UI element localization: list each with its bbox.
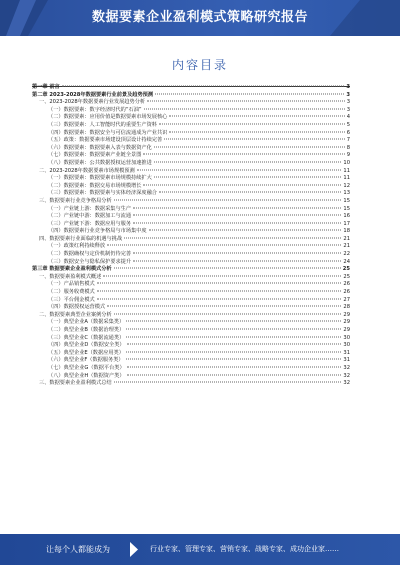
toc-entry[interactable] [32,319,350,327]
toc-leader-dots [164,139,345,140]
toc-entry-title: 二、数据要素典型企业案例分析 [39,311,112,318]
toc-entry-title: （五）典型企业E（数据应用类） [48,349,124,356]
toc-entry-page: 29 [343,327,350,333]
toc-entry-page: 15 [343,197,350,204]
toc-entry-page: 32 [343,380,350,387]
toc-entry-page: 13 [343,190,350,197]
toc-entry-title: （二）典型企业B（数据治理类） [48,327,125,333]
toc-leader-dots [149,230,342,231]
toc-leader-dots [114,382,342,383]
toc-entry-page: 7 [346,137,350,144]
toc-entry-title: （七）典型企业G（数据平台类） [48,364,125,371]
toc-leader-dots [126,351,341,352]
toc-entry-page: 3 [346,91,350,98]
footer-slogan-right: 行业专家、管理专家、营销专家、战略专家、成功企业家…… [150,545,339,553]
toc-entry[interactable] [32,289,350,297]
toc-entry[interactable] [32,175,350,183]
toc-entry-page: 25 [343,273,350,280]
toc-leader-dots [144,108,345,109]
toc-leader-dots [147,101,345,102]
toc-leader-dots [133,222,341,223]
toc-entry[interactable] [32,152,350,160]
toc-leader-dots [126,329,341,330]
toc-leader-dots [114,199,342,200]
toc-leader-dots [107,306,341,307]
toc-leader-dots [103,275,341,276]
toc-entry-title: （一）政策红利持续释放 [48,243,106,250]
toc-entry-page: 21 [343,243,350,250]
toc-leader-dots [62,86,345,87]
toc-entry-page: 5 [346,121,350,128]
toc-entry-page: 32 [343,364,350,371]
toc-entry-page: 26 [343,289,350,296]
toc-entry-title: （一）数据要素：数字经济时代的“石油” [48,106,142,113]
toc-entry-page: 3 [346,99,350,106]
toc-entry-page: 9 [346,152,350,159]
toc-entry-title: （一）产品销售模式 [48,281,95,288]
report-title: 数据要素企业盈利模式策略研究报告 [91,10,308,25]
toc-leader-dots [143,184,341,185]
toc-leader-dots [154,146,345,147]
toc-entry[interactable] [32,342,350,350]
toc-entry-title: （二）服务收费模式 [48,289,95,296]
toc-leader-dots [97,283,342,284]
toc-entry-title: （四）数据要素：数据安全与可信流通成为产业共识 [48,129,168,136]
toc-entry[interactable] [32,304,350,312]
toc-entry-page: 31 [343,349,350,356]
toc-entry[interactable] [32,137,350,145]
toc-entry[interactable] [32,327,350,335]
toc-leader-dots [169,131,344,132]
toc-entry[interactable] [32,266,350,274]
toc-entry-page: 24 [343,258,350,265]
toc-entry[interactable] [32,190,350,198]
toc-entry[interactable] [32,160,350,168]
header-banner [0,0,400,36]
toc-leader-dots [154,177,342,178]
toc-entry-page: 3 [346,106,350,113]
toc-entry[interactable] [32,198,350,206]
toc-leader-dots [154,161,342,162]
toc-entry[interactable] [32,243,350,251]
toc-entry[interactable] [32,206,350,214]
toc-entry-page: 17 [343,220,350,227]
toc-entry[interactable] [32,168,350,176]
toc-leader-dots [124,237,341,238]
footer-slogan-left: 让每个人都能成为 [46,545,110,554]
toc-leader-dots [114,313,342,314]
toc-entry-page: 12 [343,182,350,189]
toc-leader-dots [133,253,341,254]
toc-entry-page: 15 [343,205,350,212]
toc-entry-page: 10 [343,159,350,166]
toc-entry-page: 29 [343,319,350,326]
toc-entry-title: （八）典型企业H（数据资产类） [48,372,125,379]
toc-entry-page: 25 [342,266,350,273]
toc-entry[interactable] [32,365,350,373]
toc-entry[interactable] [32,213,350,221]
toc-entry-title: （四）典型企业D（数据安全类） [48,342,125,349]
toc-entry[interactable] [32,122,350,130]
toc-entry-page: 28 [343,304,350,311]
toc-entry-page: 31 [343,357,350,364]
toc-entry[interactable] [32,84,350,92]
toc-entry-title: （四）数据授权运营模式 [48,304,106,311]
toc-leader-dots [137,169,342,170]
toc-entry-title: 第一章 前言 [32,84,60,90]
toc-entry[interactable] [32,380,350,388]
toc-entry-title: （三）数据要素：人工智能时代的重要生产资料 [48,121,157,128]
toc-entry[interactable] [32,228,350,236]
toc-entry-title: （六）数据要素：数据要素入表与数据资产化 [48,144,152,151]
toc-leader-dots [114,268,341,269]
toc-entry-title: （八）数据要素：公共数据授权运营加速推进 [48,159,152,166]
toc-entry-page: 27 [343,296,350,303]
toc-entry-title: （三）典型企业C（数据流通类） [48,334,125,341]
toc-leader-dots [133,260,341,261]
toc-entry-page: 26 [343,281,350,288]
toc-leader-dots [126,336,341,337]
toc-entry-title: （四）数据要素行业竞争格局与市场集中度 [48,228,147,235]
toc-entry-title: 一、2023-2028年数据要素行业发展趋势分析 [39,99,146,106]
toc-heading: 内容目录 [171,58,228,72]
toc-entry-page: 22 [343,251,350,258]
toc-entry-page: 3 [346,84,350,90]
toc-entry-page: 4 [346,114,350,121]
toc-leader-dots [97,298,342,299]
toc-entry-title: （三）数据安全与隐私保护要求提升 [48,258,132,265]
toc-entry-title: （二）产业链中游：数据加工与流通 [48,213,132,220]
toc-entry-title: （二）数据确权与定价机制仍待完善 [48,251,132,258]
toc-entry-page: 18 [343,228,350,235]
toc-entry-title: （三）数据要素：数据要素与实体经济深度融合 [48,190,157,197]
toc-entry-title: 三、数据要素行业竞争格局分析 [39,197,112,204]
toc-leader-dots [169,116,344,117]
toc-entry-title: （二）数据要素：应用价值是数据要素市场发展核心 [48,114,168,121]
toc-entry-title: （一）数据要素：数据要素市场规模持续扩大 [48,175,152,182]
toc-entry-title: （三）产业链下游：数据应用与服务 [48,220,132,227]
toc-leader-dots [126,359,342,360]
toc-entry-title: （三）平台佣金模式 [48,296,95,303]
toc-entry-title: （一）产业链上游：数据采集与生产 [48,205,132,212]
toc-entry-page: 11 [343,175,350,182]
toc-leader-dots [133,215,341,216]
toc-leader-dots [159,123,345,124]
toc-entry-title: （六）典型企业F（数据服务类） [48,357,124,364]
toc-entry-title: 一、数据要素盈利模式概述 [39,273,102,280]
toc-entry-title: （五）政策：数据要素市场建设顶层设计持续完善 [48,137,163,144]
toc-entry[interactable] [32,114,350,122]
toc-entry-title: （七）数据要素：数据要素产业链全景图 [48,152,142,159]
toc-entry-title: （一）典型企业A（数据采集类） [48,319,125,326]
toc-entry[interactable] [32,251,350,259]
toc-entry-page: 21 [343,235,350,242]
toc-entry[interactable] [32,357,350,365]
toc-leader-dots [133,207,341,208]
toc-leader-dots [155,93,344,94]
toc-entry-page: 30 [343,342,350,349]
toc-entry-page: 16 [343,213,350,220]
toc-entry-page: 29 [343,311,350,318]
toc-entry[interactable] [32,99,350,107]
toc-entry-page: 11 [343,167,350,174]
toc-leader-dots [107,245,341,246]
toc-leader-dots [127,366,342,367]
toc-entry-page: 8 [346,144,350,151]
toc-leader-dots [127,344,342,345]
toc-entry-page: 30 [343,334,350,341]
toc-entry-title: （二）数据要素：数据交易市场规模增长 [48,182,142,189]
toc-entry-title: 四、数据要素行业面临的机遇与挑战 [39,235,123,242]
toc-entry-page: 32 [343,372,350,379]
table-of-contents [32,84,350,388]
toc-entry[interactable] [32,281,350,289]
toc-entry-title: 第三章 数据要素企业盈利模式分析 [32,266,112,273]
toc-leader-dots [97,291,342,292]
footer-banner [0,534,400,565]
toc-entry-page: 6 [346,129,350,136]
toc-leader-dots [127,374,342,375]
toc-leader-dots [126,321,341,322]
chevron-right-icon [126,534,146,565]
toc-entry-title: 第二章 2023-2028年数据要素行业前景及趋势预测 [32,91,154,98]
toc-leader-dots [143,154,344,155]
toc-entry-title: 三、数据要素企业盈利模式总结 [39,380,112,387]
toc-leader-dots [159,192,341,193]
toc-entry-title: 二、2023-2028年数据要素市场规模预测 [39,167,135,174]
